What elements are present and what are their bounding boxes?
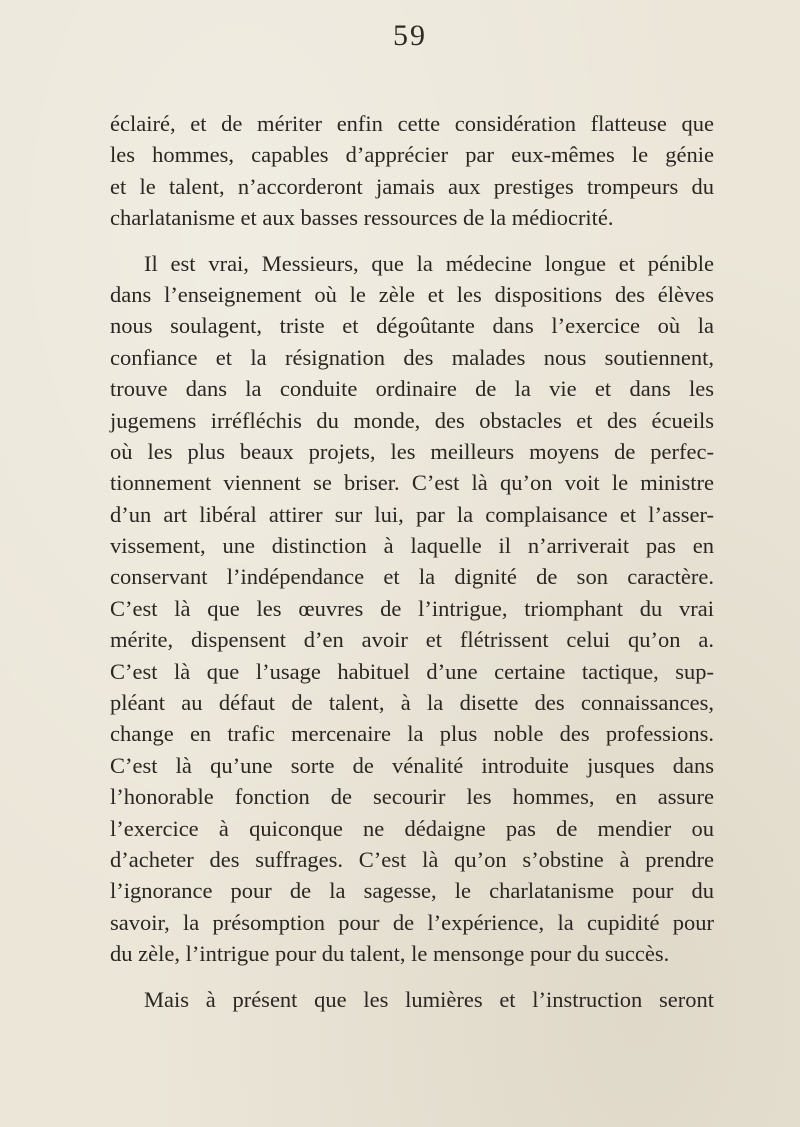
text-line: Mais à présent que les lumières et l’instruction seront bbox=[144, 986, 714, 1012]
text-line: C’est là qu’une sorte de vénalité introduite jusques dans bbox=[110, 752, 714, 778]
text-line: change en trafic mercenaire la plus noble des professions. bbox=[110, 721, 714, 747]
text-line: et le talent, n’accorderont jamais aux prestiges trompeurs du bbox=[110, 173, 714, 199]
text-line: l’honorable fonction de secourir les hommes, en assure bbox=[110, 784, 714, 810]
body-text bbox=[110, 108, 714, 1015]
text-line: charlatanisme et aux basses ressources de la médiocrité. bbox=[110, 205, 614, 231]
text-line: mérite, dispensent d’en avoir et flétrissent celui qu’on a. bbox=[110, 627, 714, 653]
paragraph-2 bbox=[110, 248, 714, 970]
paragraph-3 bbox=[110, 984, 714, 1015]
text-line: tionnement viennent se briser. C’est là qu’on voit le ministre bbox=[110, 470, 714, 496]
text-line: Il est vrai, Messieurs, que la médecine longue et pénible bbox=[144, 250, 714, 276]
text-line: l’exercice à quiconque ne dédaigne pas de mendier ou bbox=[110, 815, 714, 841]
text-line: C’est là que l’usage habituel d’une certaine tactique, sup- bbox=[110, 658, 714, 684]
text-line: confiance et la résignation des malades nous soutiennent, bbox=[110, 344, 714, 370]
text-line: du zèle, l’intrigue pour du talent, le mensonge pour du succès. bbox=[110, 941, 670, 967]
text-line: savoir, la présomption pour de l’expérience, la cupidité pour bbox=[110, 909, 714, 935]
text-line: vissement, une distinction à laquelle il n’arriverait pas en bbox=[110, 533, 714, 559]
text-line: où les plus beaux projets, les meilleurs moyens de perfec- bbox=[110, 438, 714, 464]
paragraph-1 bbox=[110, 108, 714, 234]
text-line: d’acheter des suffrages. C’est là qu’on s’obstine à prendre bbox=[110, 846, 714, 872]
text-line: dans l’enseignement où le zèle et les dispositions des élèves bbox=[110, 281, 714, 307]
page-number: 59 bbox=[393, 19, 427, 52]
text-line: conservant l’indépendance et la dignité de son caractère. bbox=[110, 564, 714, 590]
text-line: jugemens irréfléchis du monde, des obstacles et des écueils bbox=[110, 407, 714, 433]
text-line: C’est là que les œuvres de l’intrigue, triomphant du vrai bbox=[110, 595, 714, 621]
text-line: pléant au défaut de talent, à la disette des connaissances, bbox=[110, 690, 714, 716]
text-line: éclairé, et de mériter enfin cette considération flatteuse que bbox=[110, 111, 714, 136]
text-line: les hommes, capables d’apprécier par eux-mêmes le génie bbox=[110, 142, 714, 168]
paragraph-spacing bbox=[110, 970, 714, 984]
text-line: l’ignorance pour de la sagesse, le charlatanisme pour du bbox=[110, 878, 714, 904]
text-line: d’un art libéral attirer sur lui, par la complaisance et l’asser- bbox=[110, 501, 714, 527]
text-line: nous soulagent, triste et dégoûtante dans l’exercice où la bbox=[110, 313, 714, 339]
paragraph-spacing bbox=[110, 234, 714, 248]
text-line: trouve dans la conduite ordinaire de la vie et dans les bbox=[110, 376, 714, 402]
